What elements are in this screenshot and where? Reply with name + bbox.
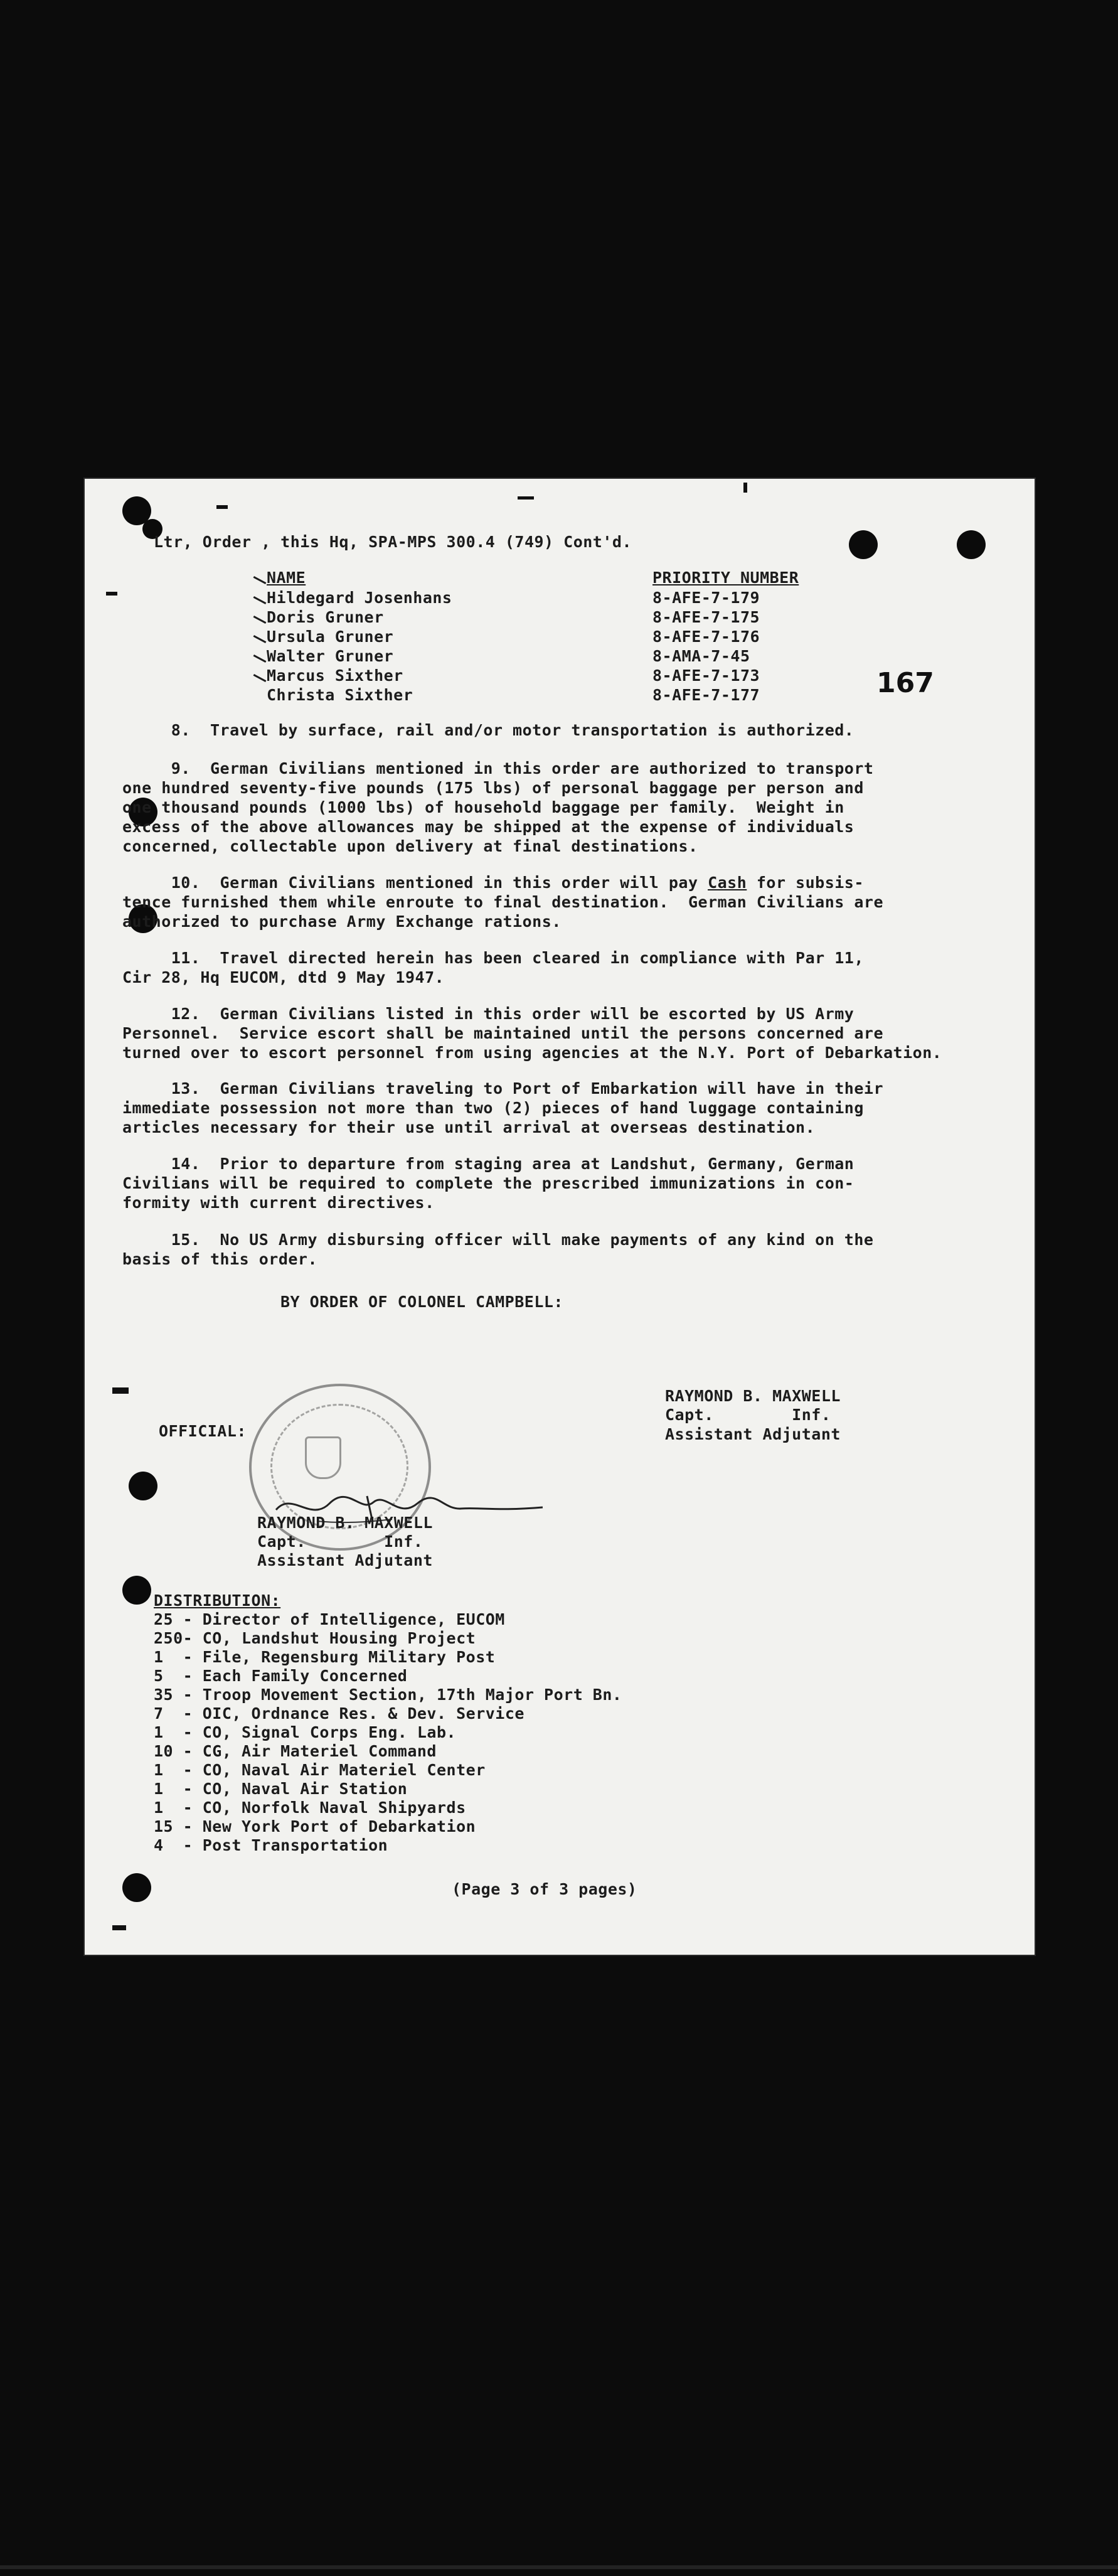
signer-rank-left: Capt. Inf. [257,1532,423,1551]
check-mark [253,576,267,584]
paragraph-text: for subsis- [747,874,864,892]
paragraph-line: basis of this order. [122,1250,318,1268]
by-order-line: BY ORDER OF COLONEL CAMPBELL: [280,1293,563,1311]
distribution-item: 25 - Director of Intelligence, EUCOM [154,1610,505,1628]
seal-emblem-icon [305,1436,341,1479]
signer-name-left: RAYMOND B. MAXWELL [257,1514,433,1532]
ink-speck [106,592,117,596]
priority-column-header: PRIORITY NUMBER [652,569,799,587]
paragraph-text: 10. German Civilians mentioned in this order will pay [122,874,708,892]
paragraph-line: immediate possession not more than two (2) pieces of hand luggage containing [122,1099,864,1117]
paragraph-line: excess of the above allowances may be shipped at the expense of individuals [122,818,854,836]
table-row-priority: 8-AFE-7-177 [652,686,760,704]
paragraph-line: 12. German Civilians listed in this order will be escorted by US Army [122,1005,854,1023]
paragraph-line: authorized to purchase Army Exchange rations. [122,912,562,931]
paragraph-line: tence furnished them while enroute to final destination. German Civilians are [122,893,883,911]
paragraph-line: Personnel. Service escort shall be maintained until the persons concerned are [122,1024,883,1042]
table-row-name: Christa Sixther [267,686,413,704]
signer-name-right: RAYMOND B. MAXWELL [665,1387,841,1405]
document-page [85,479,1035,1955]
punch-hole [957,530,986,559]
distribution-item: 4 - Post Transportation [154,1836,388,1854]
distribution-item: 1 - CO, Naval Air Materiel Center [154,1761,486,1779]
paragraph-line: one thousand pounds (1000 lbs) of household baggage per family. Weight in [122,798,844,816]
ink-speck [743,483,747,493]
document-header: Ltr, Order , this Hq, SPA-MPS 300.4 (749) Cont'd. [154,533,632,551]
paragraph-8 [122,720,1001,740]
check-mark [253,596,267,604]
distribution-item: 1 - File, Regensburg Military Post [154,1648,496,1666]
name-column-header: NAME [267,569,306,587]
punch-hole [849,530,878,559]
ink-speck [112,1387,129,1394]
check-mark [253,635,267,643]
distribution-item: 1 - CO, Norfolk Naval Shipyards [154,1798,466,1817]
table-row-name: Walter Gruner [267,647,394,665]
check-mark [253,674,267,682]
paragraph-line: Civilians will be required to complete the prescribed immunizations in con- [122,1174,854,1192]
paragraph-line [122,873,1001,892]
paragraph-9 [122,759,1001,856]
punch-hole [129,1472,157,1500]
official-label: OFFICIAL: [159,1422,247,1440]
paragraph-line: 8. Travel by surface, rail and/or motor transportation is authorized. [122,721,854,739]
paragraph-13 [122,1079,1001,1137]
paragraph-line: 9. German Civilians mentioned in this order are authorized to transport [122,759,874,778]
paragraph-line: 15. No US Army disbursing officer will make payments of any kind on the [122,1231,874,1249]
table-row-name: Hildegard Josenhans [267,589,452,607]
paragraph-line: articles necessary for their use until arrival at overseas destination. [122,1118,816,1136]
table-row-priority: 8-AFE-7-179 [652,589,760,607]
cash-emphasis: Cash [708,874,747,892]
page-footer: (Page 3 of 3 pages) [452,1880,637,1898]
distribution-item: 15 - New York Port of Debarkation [154,1817,476,1836]
paragraph-line: one hundred seventy-five pounds (175 lbs) of personal baggage per person and [122,779,864,797]
paragraph-line: concerned, collectable upon delivery at final destinations. [122,837,698,855]
table-row-priority: 8-AMA-7-45 [652,647,750,665]
paragraph-12 [122,1004,1001,1062]
paragraph-line: turned over to escort personnel from using agencies at the N.Y. Port of Debarkation. [122,1044,942,1062]
distribution-item: 35 - Troop Movement Section, 17th Major Port Bn. [154,1686,622,1704]
paragraph-line: 13. German Civilians traveling to Port of Embarkation will have in their [122,1079,883,1098]
distribution-item: 250- CO, Landshut Housing Project [154,1629,476,1647]
signer-title-left: Assistant Adjutant [257,1551,433,1569]
ink-speck [518,496,534,500]
check-mark [253,655,267,663]
distribution-item: 10 - CG, Air Materiel Command [154,1742,437,1760]
punch-hole [122,1576,151,1605]
paragraph-line: Cir 28, Hq EUCOM, dtd 9 May 1947. [122,968,445,986]
table-row-priority: 8-AFE-7-175 [652,608,760,626]
paragraph-14 [122,1154,1001,1212]
paragraph-11 [122,948,1001,987]
distribution-item: 1 - CO, Signal Corps Eng. Lab. [154,1723,457,1741]
table-row-name: Doris Gruner [267,608,384,626]
distribution-item: 7 - OIC, Ordnance Res. & Dev. Service [154,1704,524,1723]
ink-speck [216,505,228,509]
ink-speck [112,1925,126,1930]
signer-title-right: Assistant Adjutant [665,1425,841,1443]
stamped-page-number: 167 [876,667,934,699]
table-row-priority: 8-AFE-7-173 [652,666,760,685]
table-row-priority: 8-AFE-7-176 [652,628,760,646]
paragraph-15 [122,1230,1001,1269]
punch-hole [122,1873,151,1902]
distribution-item: 5 - Each Family Concerned [154,1667,408,1685]
check-mark [253,616,267,624]
film-edge [0,2565,1118,2569]
table-row-name: Marcus Sixther [267,666,403,685]
distribution-item: 1 - CO, Naval Air Station [154,1780,408,1798]
signer-rank-right: Capt. Inf. [665,1406,831,1424]
paragraph-line: 14. Prior to departure from staging area at Landshut, Germany, German [122,1155,854,1173]
paragraph-10 [122,873,1001,931]
paragraph-line: 11. Travel directed herein has been cleared in compliance with Par 11, [122,949,864,967]
table-row-name: Ursula Gruner [267,628,394,646]
paragraph-line: formity with current directives. [122,1194,435,1212]
distribution-header: DISTRIBUTION: [154,1591,281,1610]
